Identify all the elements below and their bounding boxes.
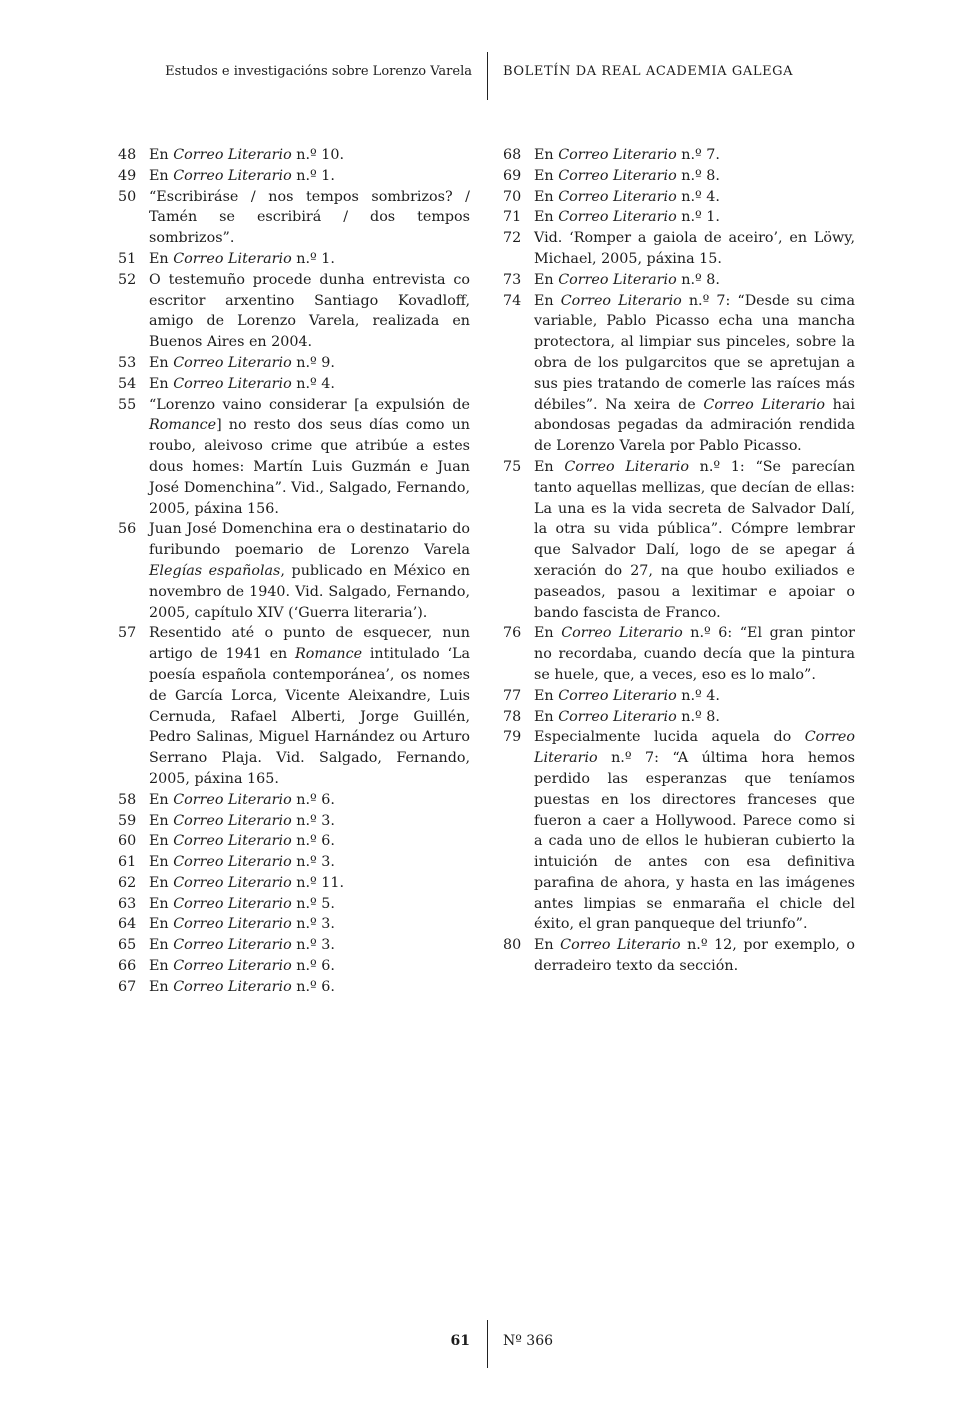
footnote-prefix: En <box>149 958 174 975</box>
footnote-prefix: En <box>534 209 559 226</box>
footnote-source-title: Correo Literario <box>558 271 677 288</box>
footnote <box>118 956 470 977</box>
footnote-issue-label: n.º <box>681 292 717 309</box>
footnote-issue-label: n.º <box>291 812 322 829</box>
footnote-prefix: En <box>149 375 174 392</box>
footnote-italic-title: Correo Literario <box>534 729 855 767</box>
footnote <box>118 374 470 395</box>
footnote-number: 64 <box>118 916 137 933</box>
footnote-issue-number: 6. <box>321 833 335 850</box>
footnote-number: 53 <box>118 354 137 371</box>
footnote-issue-label: n.º <box>291 167 322 184</box>
footnote-issue-label: n.º <box>676 209 707 226</box>
footnote-issue-number: 1: <box>730 458 745 475</box>
footnote-source-title: Correo Literario <box>558 708 677 725</box>
footnote-source-title: Correo Literario <box>173 354 292 371</box>
footnote-number: 61 <box>118 854 137 871</box>
footnote-number: 68 <box>503 147 522 163</box>
footnote-issue-label: n.º <box>291 916 322 933</box>
footnote <box>118 894 470 915</box>
footnote-italic-title: Elegías españolas <box>149 562 281 579</box>
footnote <box>503 187 855 208</box>
footnote-source-title: Correo Literario <box>558 687 677 704</box>
footnote-issue-number: 6. <box>321 978 335 995</box>
footnote-text: “Se parecían tanto aquellas mellizas, que decían de ellas: La una es la vida secreta de Salvador Dalí, la otra su vida pública”. Cómpre lembrar que Salvador Dalí, logo de se apegar á xeración do 27, na que houbo exiliados e paseados, pasou a lexitimar e apoiar o bando fascista de Franco. <box>534 458 855 621</box>
footnote <box>118 187 470 249</box>
footnote-prefix: En <box>534 687 559 704</box>
footnote-prefix: En <box>149 874 174 891</box>
footnote-source-title: Correo Literario <box>173 895 292 912</box>
footnote-text: por exemplo, o derradeiro texto da sección. <box>534 937 855 975</box>
footnote-number: 59 <box>118 812 137 829</box>
footnote-issue-number: 8. <box>706 708 720 725</box>
footnote-number: 71 <box>503 209 522 226</box>
footnote-number: 67 <box>118 978 137 995</box>
footnote <box>118 935 470 956</box>
footnote-number: 55 <box>118 396 137 413</box>
footnote-issue-label: n.º <box>682 625 719 642</box>
footnote <box>503 935 855 977</box>
footnote-prefix: En <box>534 458 565 475</box>
footnote <box>118 145 470 166</box>
footnote-number: 70 <box>503 188 522 205</box>
footnote-prefix: En <box>149 895 174 912</box>
footnote-issue-label: n.º <box>291 375 322 392</box>
footnote-source-title: Correo Literario <box>173 375 292 392</box>
footnote-issue-number: 1. <box>321 167 335 184</box>
footnote-source-title: Correo Literario <box>173 978 292 995</box>
footnote <box>118 852 470 873</box>
footnote-issue-label: n.º <box>291 147 322 163</box>
footnote-issue-label: n.º <box>688 458 731 475</box>
footnote-issue-number: 11. <box>321 874 345 891</box>
footnote-source-title: Correo Literario <box>560 292 682 309</box>
footnote <box>503 228 855 270</box>
footnote-number: 65 <box>118 937 137 954</box>
footnote-prefix: En <box>534 937 561 954</box>
footnote-issue-number: 6. <box>321 791 335 808</box>
footnote-prefix: En <box>149 167 174 184</box>
footnote-source-title: Correo Literario <box>173 147 292 163</box>
footnote <box>503 166 855 187</box>
footnote-issue-number: 12, <box>714 937 737 954</box>
footnote <box>118 914 470 935</box>
footnote-text: ] no resto dos seus días como un roubo, aleivoso crime que atribúe a estes dous homes: Martín Luis Guzmán e Juan José Domenchina”. Vid., Salgado, Fernando, 2005, páxina 156. <box>149 417 470 517</box>
footnote-prefix: En <box>149 978 174 995</box>
footnote-issue-label: n.º <box>291 854 322 871</box>
footnote-prefix: En <box>149 937 174 954</box>
footnote <box>118 623 470 789</box>
footnote-source-title: Correo Literario <box>173 958 292 975</box>
footnote-number: 76 <box>503 625 522 642</box>
footnote-text: “Lorenzo vaino considerar [a expulsión de <box>149 396 470 413</box>
footnote-number: 75 <box>503 458 522 475</box>
footnote-issue-number: 9. <box>321 354 335 371</box>
footnote-text: “Escribiráse / nos tempos sombrizos? / Tamén se escribirá / dos tempos sombrizos”. <box>149 188 470 247</box>
footnote <box>503 623 855 685</box>
footnote-issue-label: n.º <box>291 354 322 371</box>
footnote <box>503 457 855 623</box>
footnote-source-title: Correo Literario <box>173 833 292 850</box>
footnote-issue-number: 4. <box>706 188 720 205</box>
footnote-text: Juan José Domenchina era o destinatario do furibundo poemario de Lorenzo Varela <box>149 521 470 559</box>
footnote-number: 60 <box>118 833 137 850</box>
footnote <box>503 207 855 228</box>
footnote-issue-label: n.º <box>291 874 322 891</box>
footnote-prefix: En <box>149 916 174 933</box>
footnote-source-title: Correo Literario <box>173 812 292 829</box>
footnote-issue-label: n.º <box>676 188 707 205</box>
footnote-number: 50 <box>118 188 137 205</box>
footnote-issue-label: n.º <box>291 937 322 954</box>
footnote <box>503 707 855 728</box>
footnote-issue-label: n.º <box>291 978 322 995</box>
footnote-issue-number: 7: <box>716 292 731 309</box>
footnote-prefix: En <box>149 854 174 871</box>
footnote-source-title: Correo Literario <box>173 167 292 184</box>
footnote-prefix: En <box>534 271 559 288</box>
footnote <box>118 249 470 270</box>
footnote-italic-title: Romance <box>294 646 363 663</box>
footnote-number: 69 <box>503 167 522 184</box>
footnote-issue-number: 3. <box>321 937 335 954</box>
footnote-number: 72 <box>503 230 522 247</box>
footnote-source-title: Correo Literario <box>173 250 292 267</box>
footnote-issue-number: 3. <box>321 916 335 933</box>
notes-column-left <box>118 145 470 998</box>
footnote-prefix: En <box>534 147 559 163</box>
footnote-number: 54 <box>118 375 137 392</box>
footnote-source-title: Correo Literario <box>561 625 683 642</box>
footnote-italic-title: Romance <box>149 417 217 434</box>
footnote-issue-number: 1. <box>321 250 335 267</box>
footnote-text: Especialmente lucida aquela do <box>534 729 805 746</box>
footnote-issue-label: n.º <box>676 147 707 163</box>
footnote-prefix: En <box>149 812 174 829</box>
footnote-source-title: Correo Literario <box>558 167 677 184</box>
footnote-issue-number: 10. <box>321 147 345 163</box>
footnote-issue-label: n.º <box>291 833 322 850</box>
footnote-issue-label: n.º <box>291 791 322 808</box>
footnote <box>118 395 470 520</box>
footnote-text: O testemuño procede dunha entrevista co escritor arxentino Santiago Kovadloff, amigo de Lorenzo Varela, realizada en Buenos Aires en 2004. <box>149 271 470 351</box>
header-divider <box>487 52 488 100</box>
footnote-number: 63 <box>118 895 137 912</box>
footnote-text: Vid. ‘Romper a gaiola de aceiro’, en Löwy, Michael, 2005, páxina 15. <box>534 230 855 267</box>
footnote-text: “El gran pintor no recordaba, cuando decía que la pintura se huele, que, a veces, eso es lo malo”. <box>534 625 855 683</box>
footnote-prefix: En <box>534 708 559 725</box>
footnote-issue-number: 4. <box>706 687 720 704</box>
footnote-number: 73 <box>503 271 522 288</box>
footnote <box>503 270 855 291</box>
footnote <box>118 270 470 353</box>
footnote <box>118 977 470 998</box>
footnote-issue-number: 6. <box>321 958 335 975</box>
footnote-prefix: En <box>149 147 174 163</box>
footnote-prefix: En <box>534 188 559 205</box>
footnote-source-title: Correo Literario <box>560 937 681 954</box>
footnote-source-title: Correo Literario <box>173 937 292 954</box>
footnote-number: 79 <box>503 729 522 746</box>
footnote-number: 77 <box>503 687 522 704</box>
footnote-text: “Desde su cima variable, Pablo Picasso echa una mancha protectora, al limpiar sus pinceles, sobre la obra de los pulgarcitos que se apretujan a sus pies tratando de comerle las raíces más débiles”. Na xeira de <box>534 292 855 413</box>
footnote-number: 62 <box>118 874 137 891</box>
footnote-number: 66 <box>118 958 137 975</box>
footnote-source-title: Correo Literario <box>173 854 292 871</box>
footnote-text: Resentido até o punto de esquecer, nun artigo de 1941 en <box>149 625 470 663</box>
footnote-prefix: En <box>534 292 561 309</box>
footnote-issue-number: 5. <box>321 895 335 912</box>
footnote <box>118 790 470 811</box>
footnote-issue-number: 3. <box>321 854 335 871</box>
footnote-number: 48 <box>118 147 137 163</box>
footnote-issue-label: n.º <box>676 167 707 184</box>
footnote-prefix: En <box>149 250 174 267</box>
footnote-number: 51 <box>118 250 137 267</box>
footnote-issue-number: 8. <box>706 271 720 288</box>
footnote-prefix: En <box>534 167 559 184</box>
footnote-issue-number: 3. <box>321 812 335 829</box>
footnote-issue-number: 6: <box>718 625 733 642</box>
footnote-issue-number: 7. <box>706 147 720 163</box>
footnote-source-title: Correo Literario <box>558 147 677 163</box>
footnote-source-title: Correo Literario <box>173 916 292 933</box>
footnote-source-title: Correo Literario <box>564 458 689 475</box>
footnote-source-title: Correo Literario <box>558 209 677 226</box>
running-header-left: Estudos e investigacións sobre Lorenzo Varela <box>165 64 472 79</box>
footnote <box>503 145 855 166</box>
page-number: 61 <box>450 1333 470 1349</box>
footnote-text: intitulado ‘La poesía española contemporánea’, os nomes de García Lorca, Vicente Aleixandre, Luis Cernuda, Rafael Alberti, Jorge Guillén, Pedro Salinas, Miguel Harnández ou Arturo Serrano Plaja. Vid. Salgado, Fernando, 2005, páxina 165. <box>149 646 471 787</box>
footnote <box>503 686 855 707</box>
footnote-issue-number: 1. <box>706 209 720 226</box>
footnote-issue-label: n.º <box>291 958 322 975</box>
footnote-prefix: En <box>149 354 174 371</box>
footnote-italic-title: Correo Literario <box>703 396 825 413</box>
footnote-number: 78 <box>503 708 522 725</box>
footnote-issue-label: n.º <box>291 250 322 267</box>
footnote-issue-number: 4. <box>321 375 335 392</box>
footnote-text: n.º 7: “A última hora hemos perdido las esperanzas que teníamos puestas en los directores franceses que fueron a caer a Hollywood. Parece como si a cada uno de ellos le hubieran cubierto la intuición de antes con esa definitiva parafina de ahora, y hasta en las imágenes antes limpias se enmaraña el chicle del éxito, el gran panqueque del triunfo”. <box>534 750 855 933</box>
running-header-right: BOLETÍN DA REAL ACADEMIA GALEGA <box>503 64 794 79</box>
footnote-number: 49 <box>118 167 137 184</box>
footnote-issue-label: n.º <box>676 687 707 704</box>
footnote-number: 52 <box>118 271 137 288</box>
footnote <box>118 831 470 852</box>
footnote-issue-label: n.º <box>680 937 715 954</box>
footnote-number: 58 <box>118 791 137 808</box>
footnote-source-title: Correo Literario <box>558 188 677 205</box>
notes-column-right <box>503 145 855 977</box>
footnote-number: 80 <box>503 937 522 954</box>
footnote <box>118 873 470 894</box>
footnote <box>118 353 470 374</box>
footnote-prefix: En <box>149 791 174 808</box>
footnote-text: hai abondosas pegadas da admiración rendida de Lorenzo Varela por Pablo Picasso. <box>534 396 855 455</box>
footnote-source-title: Correo Literario <box>173 874 292 891</box>
footnote-prefix: En <box>534 625 562 642</box>
footnote-issue-number: 8. <box>706 167 720 184</box>
footer-divider <box>487 1320 488 1368</box>
footnote <box>118 166 470 187</box>
footnote-issue-label: n.º <box>291 895 322 912</box>
footnote <box>503 291 855 457</box>
footnote-issue-label: n.º <box>676 708 707 725</box>
footnote-number: 56 <box>118 521 137 538</box>
footnote-issue-label: n.º <box>676 271 707 288</box>
footnote-number: 74 <box>503 292 522 309</box>
footnote-prefix: En <box>149 833 174 850</box>
footnote-number: 57 <box>118 625 137 642</box>
footnote-source-title: Correo Literario <box>173 791 292 808</box>
footnote-text: , publicado en México en novembro de 1940. Vid. Salgado, Fernando, 2005, capítulo XIV (‘Guerra literaria’). <box>149 562 470 621</box>
issue-number: Nº 366 <box>503 1333 554 1349</box>
footnote <box>118 519 470 623</box>
footnote <box>503 727 855 935</box>
footnote <box>118 811 470 832</box>
